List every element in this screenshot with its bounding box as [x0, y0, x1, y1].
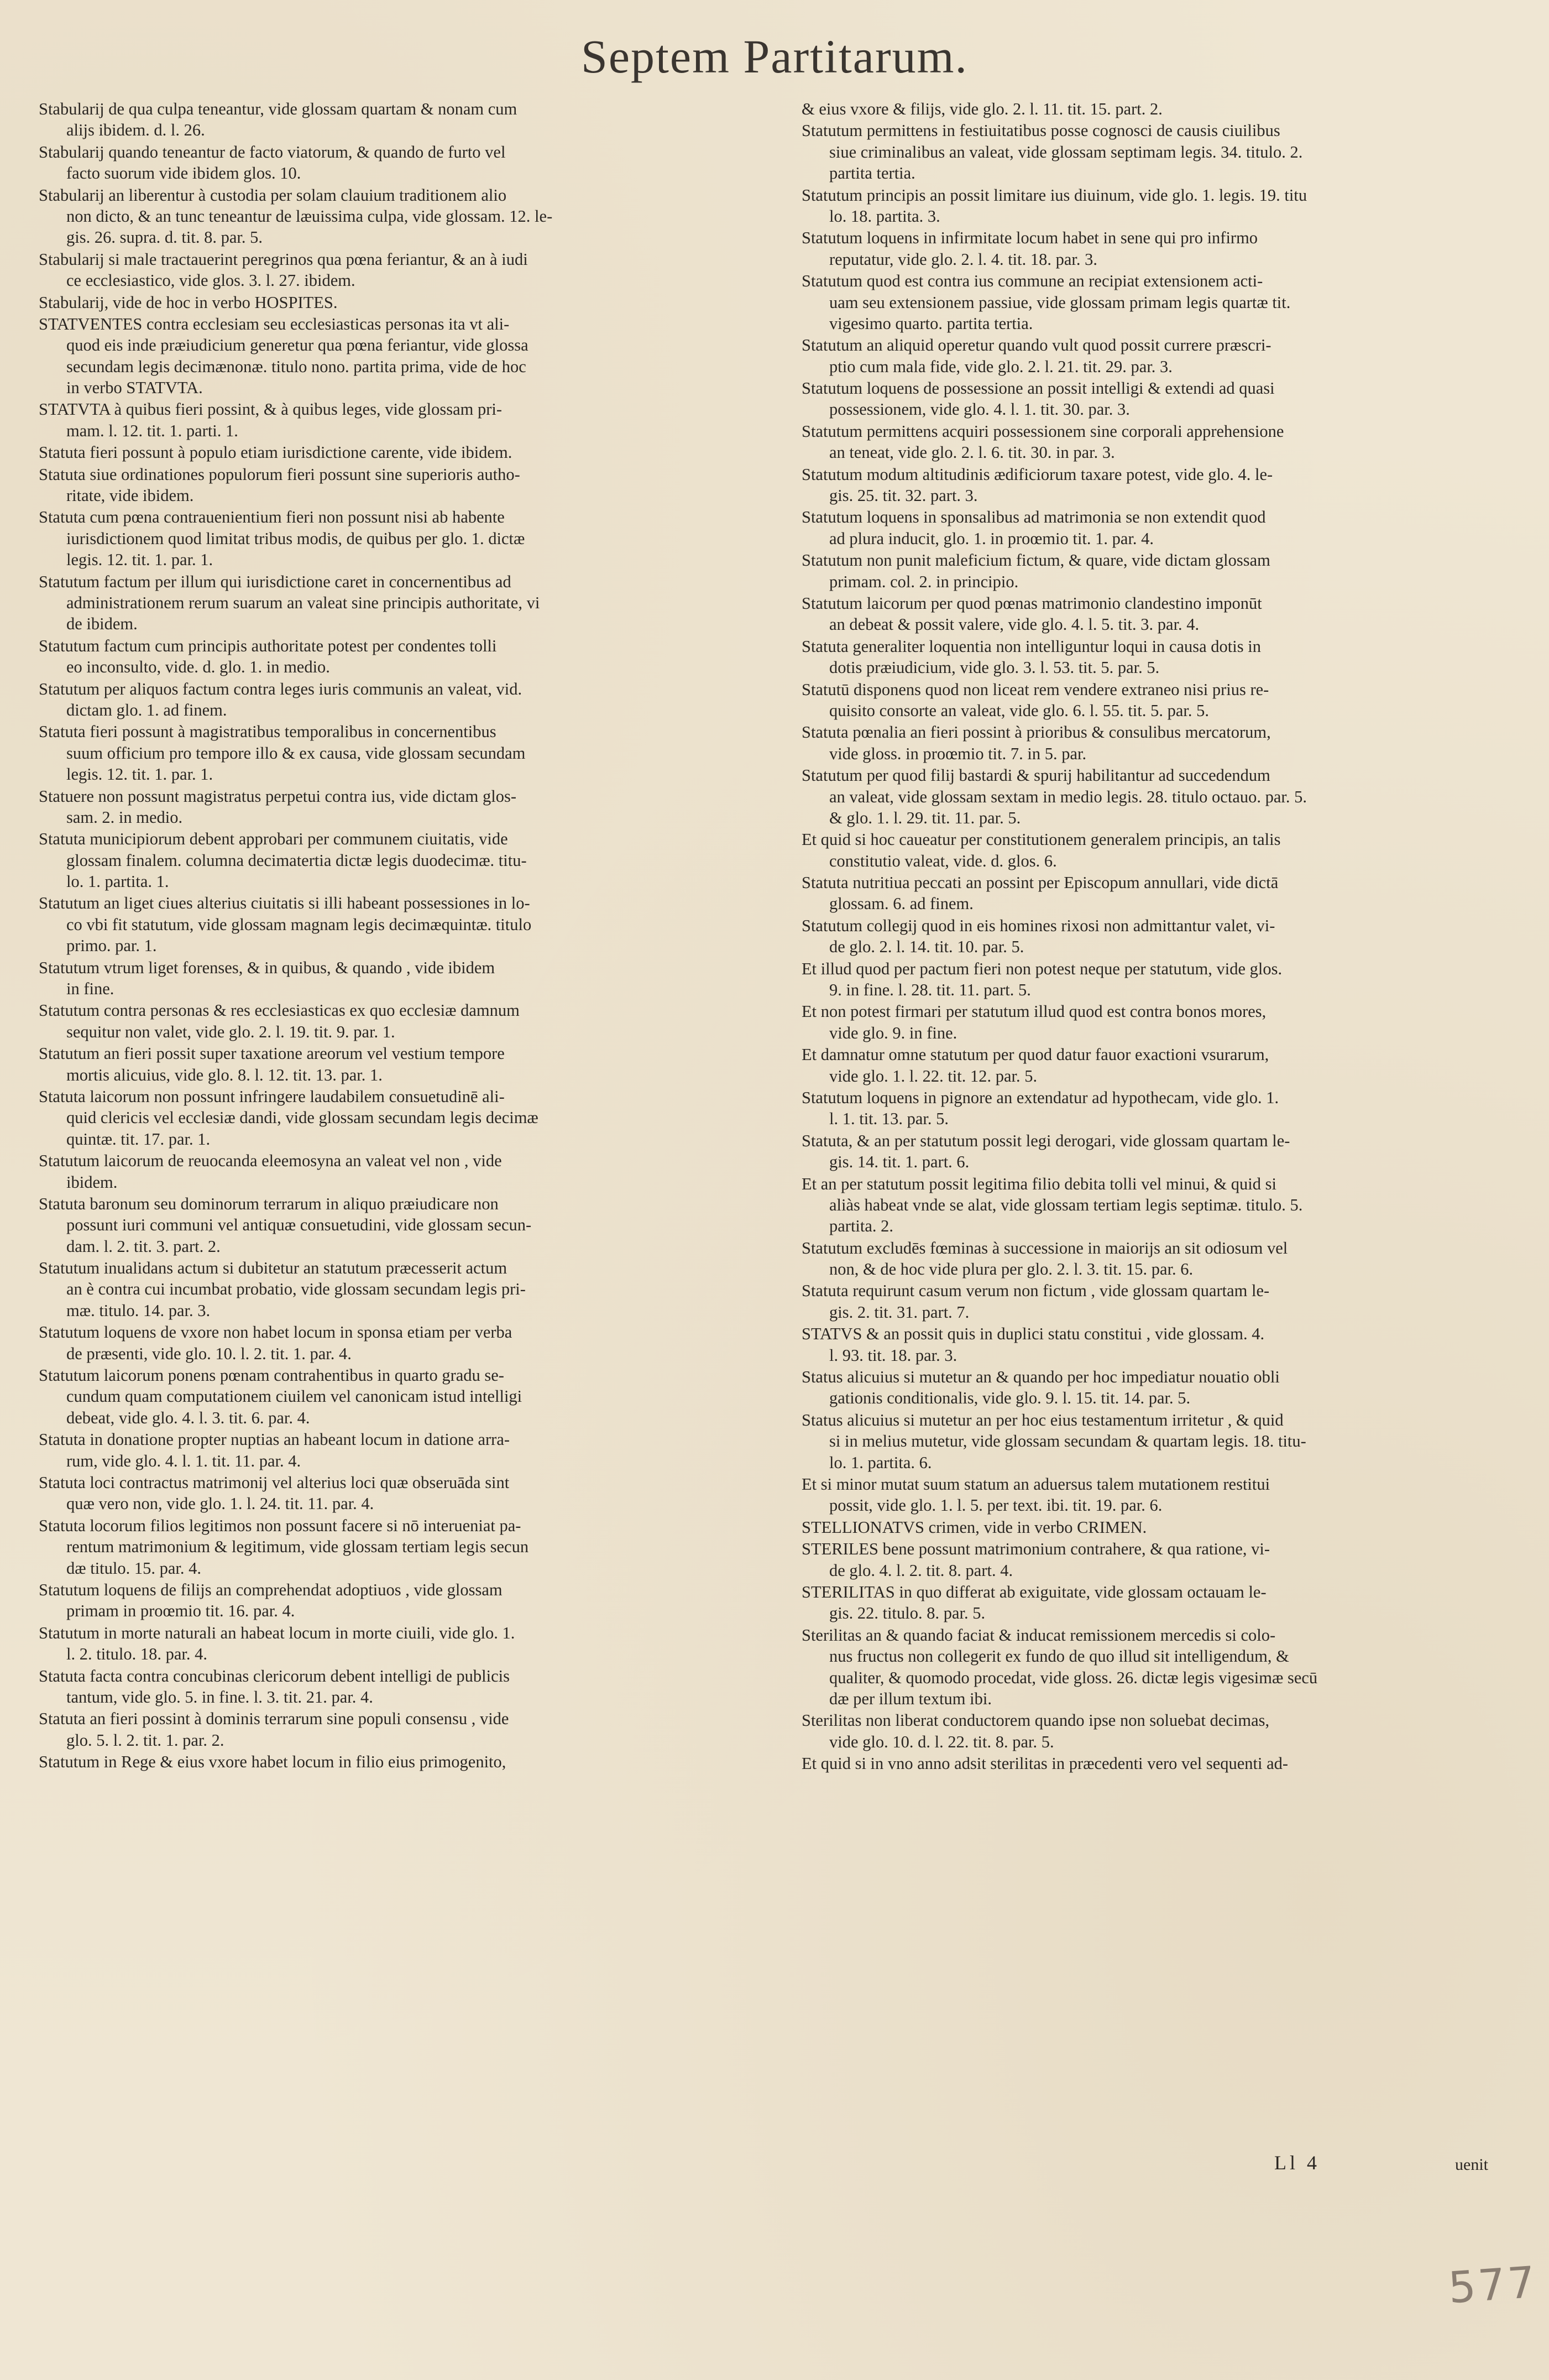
- entry-line: STATVTA à quibus fieri possint, & à quibus leges, vide glossam pri-: [39, 400, 503, 419]
- entry-line: Statutum an liget ciues alterius ciuitatis si illi habeant possessiones in lo-: [39, 894, 530, 913]
- entry-continuation-line: administrationem rerum suarum an valeat sine principis authoritate, vi: [66, 593, 540, 612]
- entry-continuation-line: de glo. 2. l. 14. tit. 10. par. 5.: [829, 937, 1024, 957]
- entry-continuation-line: iurisdictionem quod limitat tribus modis, de quibus per glo. 1. dictæ: [66, 529, 525, 548]
- entry-line: Stabularij, vide de hoc in verbo HOSPITES.: [39, 293, 338, 312]
- entry-continuation-line: gis. 25. tit. 32. part. 3.: [829, 486, 978, 505]
- entry-continuation-line: gis. 2. tit. 31. part. 7.: [829, 1302, 970, 1322]
- entry-line: & eius vxore & filijs, vide glo. 2. l. 11. tit. 15. part. 2.: [802, 100, 1163, 118]
- entry-line: Statutum contra personas & res ecclesiasticas ex quo ecclesiæ damnum: [39, 1001, 520, 1020]
- handwritten-folio-number: 577: [1447, 2257, 1539, 2314]
- entry-line: Statutum inualidans actum si dubitetur an statutum præcesserit actum: [39, 1259, 507, 1278]
- entry-line: Status alicuius si mutetur an per hoc eius testamentum irritetur , & quid: [802, 1410, 1284, 1429]
- entry-line: Statutum factum cum principis authoritate potest per condentes tolli: [39, 636, 497, 655]
- index-entry: [39, 678, 741, 721]
- entry-line: Statuta nutritiua peccati an possint per Episcopum annullari, vide dictā: [802, 873, 1279, 892]
- signature-mark: Ll 4: [1274, 2152, 1320, 2174]
- index-entry: [802, 421, 1515, 463]
- entry-continuation-line: de præsenti, vide glo. 10. l. 2. tit. 1. par. 4.: [66, 1344, 352, 1363]
- entry-continuation-line: secundam legis decimænonæ. titulo nono. partita prima, vide de hoc: [66, 357, 526, 376]
- entry-continuation-line: non, & de hoc vide plura per glo. 2. l. 3. tit. 15. par. 6.: [829, 1260, 1194, 1279]
- index-entry: [39, 98, 741, 141]
- index-entry: [39, 507, 741, 570]
- index-entry: [802, 185, 1515, 227]
- index-entry: [802, 550, 1515, 592]
- entry-continuation-line: reputatur, vide glo. 2. l. 4. tit. 18. par. 3.: [829, 249, 1098, 269]
- entry-continuation-line: de glo. 4. l. 2. tit. 8. part. 4.: [829, 1560, 1013, 1580]
- entry-line: Statutum permittens acquiri possessionem sine corporali apprehensione: [802, 421, 1284, 441]
- entry-line: Statutum principis an possit limitare ius diuinum, vide glo. 1. legis. 19. titu: [802, 185, 1307, 205]
- entry-continuation-line: co vbi fit statutum, vide glossam magnam legis decimæquintæ. titulo: [66, 915, 532, 934]
- entry-continuation-line: eo inconsulto, vide. d. glo. 1. in medio.: [66, 657, 330, 677]
- index-entry: [39, 786, 741, 828]
- entry-line: Et non potest firmari per statutum illud quod est contra bonos mores,: [802, 1002, 1267, 1021]
- entry-continuation-line: 9. in fine. l. 28. tit. 11. part. 5.: [829, 980, 1031, 1000]
- entry-line: Statuta generaliter loquentia non intelliguntur loqui in causa dotis in: [802, 636, 1261, 656]
- entry-continuation-line: lo. 1. partita. 6.: [829, 1453, 932, 1472]
- entry-continuation-line: an valeat, vide glossam sextam in medio legis. 28. titulo octauo. par. 5.: [829, 787, 1307, 806]
- entry-continuation-line: alijs ibidem. d. l. 26.: [66, 121, 205, 140]
- entry-line: Statutum vtrum liget forenses, & in quibus, & quando , vide ibidem: [39, 958, 495, 977]
- entry-continuation-line: legis. 12. tit. 1. par. 1.: [66, 765, 213, 784]
- entry-line: Statutum laicorum de reuocanda eleemosyna an valeat vel non , vide: [39, 1151, 502, 1171]
- entry-line: Statuta requirunt casum verum non fictum , vide glossam quartam le-: [802, 1281, 1270, 1301]
- index-entry: [39, 1429, 741, 1471]
- index-entry: [802, 1474, 1515, 1516]
- index-entry: [802, 464, 1515, 507]
- entry-line: Statutum in morte naturali an habeat locum in morte ciuili, vide glo. 1.: [39, 1623, 515, 1642]
- entry-line: STERILITAS in quo differat ab exiguitate, vide glossam octauam le-: [802, 1582, 1267, 1601]
- index-entry: [39, 249, 741, 291]
- index-entry: [802, 1173, 1515, 1237]
- entry-line: Statuta an fieri possint à dominis terrarum sine populi consensu , vide: [39, 1709, 509, 1729]
- index-entry: [802, 636, 1515, 678]
- entry-continuation-line: l. 2. titulo. 18. par. 4.: [66, 1645, 208, 1664]
- index-entry: [802, 1366, 1515, 1409]
- index-entry: [802, 829, 1515, 871]
- entry-line: Statuta locorum filios legitimos non possunt facere si nō interueniat pa-: [39, 1516, 521, 1535]
- entry-continuation-line: rum, vide glo. 4. l. 1. tit. 11. par. 4.: [66, 1451, 301, 1470]
- entry-continuation-line: l. 1. tit. 13. par. 5.: [829, 1109, 949, 1129]
- entry-line: Et si minor mutat suum statum an aduersus talem mutationem restitui: [802, 1475, 1270, 1494]
- entry-line: Statutum an fieri possit super taxatione areorum vel vestium tempore: [39, 1044, 505, 1063]
- index-entry: [802, 1323, 1515, 1366]
- index-entry: [39, 142, 741, 184]
- entry-line: Statutum collegij quod in eis homines rixosi non admittantur valet, vi-: [802, 916, 1275, 935]
- entry-continuation-line: glossam. 6. ad finem.: [829, 894, 974, 914]
- entry-continuation-line: partita tertia.: [829, 164, 915, 183]
- entry-line: Statutum an aliquid operetur quando vult quod possit currere præscri-: [802, 336, 1271, 355]
- entry-continuation-line: de ibidem.: [66, 614, 138, 634]
- entry-line: STATVENTES contra ecclesiam seu ecclesiasticas personas ita vt ali-: [39, 314, 510, 333]
- entry-line: Statuta municipiorum debent approbari per communem ciuitatis, vide: [39, 829, 508, 849]
- entry-continuation-line: ce ecclesiastico, vide glos. 3. l. 27. ibidem.: [66, 271, 355, 290]
- index-entry: [802, 915, 1515, 958]
- entry-continuation-line: dæ titulo. 15. par. 4.: [66, 1558, 201, 1578]
- entry-continuation-line: cundum quam computationem ciuilem vel canonicam istud intelligi: [66, 1387, 522, 1406]
- entry-continuation-line: glossam finalem. columna decimatertia dictæ legis duodecimæ. titu-: [66, 850, 527, 870]
- entry-line: Statuta facta contra concubinas clericorum debent intelligi de publicis: [39, 1666, 510, 1685]
- entry-continuation-line: dæ per illum textum ibi.: [829, 1689, 992, 1708]
- entry-line: Statutum loquens in pignore an extendatur ad hypothecam, vide glo. 1.: [802, 1088, 1279, 1107]
- catchword: uenit: [1455, 2155, 1488, 2174]
- entry-line: Statuere non possunt magistratus perpetui contra ius, vide dictam glos-: [39, 786, 516, 806]
- entry-line: Statutum factum per illum qui iurisdictione caret in concernentibus ad: [39, 572, 511, 591]
- index-entry: [802, 227, 1515, 270]
- entry-continuation-line: quid clericis vel ecclesiæ dandi, vide glossam secundam legis decimæ: [66, 1108, 538, 1128]
- entry-continuation-line: primam in proœmio tit. 16. par. 4.: [66, 1601, 295, 1621]
- entry-line: Statuta loci contractus matrimonij vel alterius loci quæ obseruāda sint: [39, 1473, 510, 1492]
- index-entry: [802, 1753, 1515, 1774]
- index-entry: [39, 1043, 741, 1085]
- index-entry: [39, 1193, 741, 1257]
- entry-line: Et damnatur omne statutum per quod datur fauor exactioni vsurarum,: [802, 1045, 1269, 1064]
- index-entry: [802, 1582, 1515, 1624]
- index-entry: [802, 1710, 1515, 1752]
- index-entry: [39, 635, 741, 678]
- entry-continuation-line: gis. 26. supra. d. tit. 8. par. 5.: [66, 228, 263, 247]
- entry-continuation-line: sequitur non valet, vide glo. 2. l. 19. tit. 9. par. 1.: [66, 1022, 395, 1041]
- left-column: [39, 98, 741, 1773]
- index-entry: [39, 1322, 741, 1364]
- index-entry: [39, 1622, 741, 1665]
- entry-continuation-line: gationis conditionalis, vide glo. 9. l. 15. tit. 14. par. 5.: [829, 1389, 1191, 1408]
- entry-line: Et quid si hoc caueatur per constitutionem generalem principis, an talis: [802, 830, 1281, 849]
- entry-line: STATVS & an possit quis in duplici statu constitui , vide glossam. 4.: [802, 1324, 1265, 1344]
- entry-continuation-line: sam. 2. in medio.: [66, 807, 183, 827]
- index-entry: [39, 1666, 741, 1708]
- entry-continuation-line: partita. 2.: [829, 1217, 894, 1236]
- entry-continuation-line: an debeat & possit valere, vide glo. 4. l. 5. tit. 3. par. 4.: [829, 615, 1200, 634]
- index-entry: [39, 185, 741, 248]
- index-entry: [39, 721, 741, 785]
- entry-line: Statutum loquens de vxore non habet locum in sponsa etiam per verba: [39, 1323, 512, 1342]
- index-entry: [802, 1238, 1515, 1280]
- entry-continuation-line: possunt iuri communi vel antiquæ consuetudini, vide glossam secun-: [66, 1215, 532, 1235]
- entry-continuation-line: vide gloss. in proœmio tit. 7. in 5. par.: [829, 744, 1087, 763]
- entry-continuation-line: mortis alicuius, vide glo. 8. l. 12. tit. 13. par. 1.: [66, 1065, 383, 1084]
- right-column: [802, 98, 1515, 1774]
- entry-continuation-line: qualiter, & quomodo procedat, vide gloss. 26. dictæ legis vigesimæ secū: [829, 1668, 1318, 1687]
- entry-line: Statutū disponens quod non liceat rem vendere extraneo nisi prius re-: [802, 680, 1269, 699]
- entry-continuation-line: quintæ. tit. 17. par. 1.: [66, 1129, 211, 1149]
- entry-continuation-line: ibidem.: [66, 1172, 118, 1192]
- index-entry: [39, 464, 741, 507]
- entry-line: Statuta cum pœna contrauenientium fieri non possunt nisi ab habente: [39, 508, 505, 527]
- entry-continuation-line: gis. 22. titulo. 8. par. 5.: [829, 1604, 986, 1623]
- entry-continuation-line: dotis præiudicium, vide glo. 3. l. 53. tit. 5. par. 5.: [829, 658, 1160, 677]
- entry-continuation-line: facto suorum vide ibidem glos. 10.: [66, 164, 301, 183]
- entry-line: Statutum permittens in festiuitatibus posse cognosci de causis ciuilibus: [802, 121, 1280, 140]
- entry-continuation-line: primo. par. 1.: [66, 936, 157, 956]
- index-entry: [802, 679, 1515, 722]
- index-entry: [802, 120, 1515, 184]
- entry-line: Statutum laicorum ponens pœnam contrahentibus in quarto gradu se-: [39, 1366, 504, 1385]
- entry-line: STERILES bene possunt matrimonium contrahere, & qua ratione, vi-: [802, 1539, 1270, 1559]
- entry-line: Statutum modum altitudinis ædificiorum taxare potest, vide glo. 4. le-: [802, 464, 1273, 484]
- entry-line: Sterilitas non liberat conductorem quando ipse non soluebat decimas,: [802, 1711, 1270, 1730]
- index-entry: [802, 872, 1515, 915]
- entry-line: Statutum loquens de possessione an possit intelligi & extendi ad quasi: [802, 379, 1275, 398]
- entry-line: Statuta baronum seu dominorum terrarum in aliquo præiudicare non: [39, 1194, 499, 1213]
- index-entry: [39, 1472, 741, 1515]
- index-entry: [39, 571, 741, 635]
- index-entry: [802, 1001, 1515, 1043]
- entry-line: Statutum non punit maleficium fictum, & quare, vide dictam glossam: [802, 551, 1270, 570]
- entry-continuation-line: primam. col. 2. in principio.: [829, 572, 1019, 591]
- entry-line: Et an per statutum possit legitima filio debita tolli vel minui, & quid si: [802, 1174, 1276, 1193]
- entry-line: Statutum loquens in infirmitate locum habet in sene qui pro infirmo: [802, 228, 1258, 248]
- entry-line: Statutum excludēs fœminas à successione in maiorijs an sit odiosum vel: [802, 1238, 1288, 1257]
- entry-continuation-line: in verbo STATVTA.: [66, 378, 203, 398]
- entry-line: Statutum laicorum per quod pœnas matrimonio clandestino imponūt: [802, 593, 1262, 613]
- entry-continuation-line: an è contra cui incumbat probatio, vide glossam secundam legis pri-: [66, 1280, 526, 1299]
- index-entry: [39, 399, 741, 441]
- entry-line: Et illud quod per pactum fieri non potest neque per statutum, vide glos.: [802, 959, 1283, 978]
- entry-continuation-line: vide glo. 10. d. l. 22. tit. 8. par. 5.: [829, 1732, 1054, 1751]
- entry-line: Stabularij si male tractauerint peregrinos qua pœna feriantur, & an à iudi: [39, 249, 528, 269]
- entry-continuation-line: siue criminalibus an valeat, vide glossam septimam legis. 34. titulo. 2.: [829, 142, 1303, 161]
- index-entry: [802, 1087, 1515, 1130]
- index-entry: [39, 442, 741, 463]
- index-entry: [802, 1130, 1515, 1173]
- index-entry: [39, 1365, 741, 1428]
- index-entry: [39, 892, 741, 956]
- index-entry: [802, 593, 1515, 635]
- index-entry: [39, 292, 741, 313]
- running-head: Septem Partitarum.: [581, 30, 968, 83]
- index-entry: [802, 1538, 1515, 1581]
- index-entry: [39, 1708, 741, 1751]
- index-entry: [802, 270, 1515, 334]
- index-entry: [39, 1150, 741, 1193]
- entry-line: Statutum loquens de filijs an comprehendat adoptiuos , vide glossam: [39, 1580, 503, 1599]
- entry-line: Statuta in donatione propter nuptias an habeant locum in datione arra-: [39, 1430, 510, 1449]
- index-entry: [802, 1410, 1515, 1473]
- index-entry: [802, 1044, 1515, 1087]
- entry-continuation-line: an teneat, vide glo. 2. l. 6. tit. 30. in par. 3.: [829, 443, 1115, 462]
- index-entry: [802, 1517, 1515, 1538]
- entry-line: Statutum per quod filij bastardi & spurij habilitantur ad succedendum: [802, 766, 1270, 785]
- index-entry: [39, 828, 741, 892]
- entry-continuation-line: dam. l. 2. tit. 3. part. 2.: [66, 1236, 221, 1256]
- entry-line: Statuta fieri possunt à populo etiam iurisdictione carente, vide ibidem.: [39, 443, 512, 462]
- entry-continuation-line: uam seu extensionem passiue, vide glossam primam legis quartæ tit.: [829, 293, 1291, 312]
- entry-line: Statutum in Rege & eius vxore habet locum in filio eius primogenito,: [39, 1752, 506, 1772]
- entry-line: Statuta laicorum non possunt infringere laudabilem consuetudinē ali-: [39, 1087, 505, 1106]
- index-entry: [802, 958, 1515, 1001]
- entry-line: Statutum quod est contra ius commune an recipiat extensionem acti-: [802, 272, 1263, 291]
- entry-continuation-line: glo. 5. l. 2. tit. 1. par. 2.: [66, 1730, 224, 1750]
- entry-continuation-line: lo. 18. partita. 3.: [829, 206, 940, 226]
- index-entry: [39, 957, 741, 1000]
- entry-line: Statuta pœnalia an fieri possint à prioribus & consulibus mercatorum,: [802, 723, 1271, 742]
- entry-continuation-line: mam. l. 12. tit. 1. parti. 1.: [66, 421, 238, 440]
- entry-continuation-line: quisito consorte an valeat, vide glo. 6. l. 55. tit. 5. par. 5.: [829, 701, 1209, 720]
- index-entry: [802, 1280, 1515, 1323]
- entry-continuation-line: debeat, vide glo. 4. l. 3. tit. 6. par. 4.: [66, 1408, 310, 1427]
- entry-continuation-line: ad plura inducit, glo. 1. in proœmio tit. 1. par. 4.: [829, 529, 1154, 548]
- index-entry: [39, 1000, 741, 1042]
- entry-continuation-line: vide glo. 9. in fine.: [829, 1023, 957, 1042]
- entry-continuation-line: suum officium pro tempore illo & ex causa, vide glossam secundam: [66, 743, 526, 763]
- entry-continuation-line: vide glo. 1. l. 22. tit. 12. par. 5.: [829, 1066, 1038, 1085]
- entry-line: Statuta fieri possunt à magistratibus temporalibus in concernentibus: [39, 722, 496, 742]
- entry-line: Statuta siue ordinationes populorum fieri possunt sine superioris autho-: [39, 464, 520, 484]
- entry-line: Statuta, & an per statutum possit legi derogari, vide glossam quartam le-: [802, 1131, 1290, 1150]
- entry-line: Stabularij an liberentur à custodia per solam clauium traditionem alio: [39, 185, 507, 205]
- entry-line: Status alicuius si mutetur an & quando per hoc impediatur nouatio obli: [802, 1368, 1280, 1387]
- entry-continuation-line: rentum matrimonium & legitimum, vide glossam tertiam legis secun: [66, 1537, 529, 1557]
- entry-continuation-line: tantum, vide glo. 5. in fine. l. 3. tit. 21. par. 4.: [66, 1687, 373, 1706]
- entry-continuation-line: vigesimo quarto. partita tertia.: [829, 314, 1033, 333]
- entry-continuation-line: in fine.: [66, 979, 114, 999]
- index-entry: [802, 722, 1515, 764]
- index-entry: [802, 765, 1515, 828]
- entry-continuation-line: nus fructus non collegerit ex fundo de quo illud sit intelligendum, &: [829, 1647, 1289, 1666]
- index-entry: [802, 335, 1515, 377]
- entry-continuation-line: non dicto, & an tunc teneantur de læuissima culpa, vide glossam. 12. le-: [66, 206, 553, 226]
- index-entry: [39, 314, 741, 399]
- index-entry: [39, 1257, 741, 1321]
- entry-continuation-line: gis. 14. tit. 1. part. 6.: [829, 1152, 970, 1172]
- entry-continuation-line: ptio cum mala fide, vide glo. 2. l. 21. tit. 29. par. 3.: [829, 357, 1173, 376]
- entry-continuation-line: legis. 12. tit. 1. par. 1.: [66, 550, 213, 570]
- entry-line: Statutum per aliquos factum contra leges iuris communis an valeat, vid.: [39, 679, 522, 698]
- entry-continuation-line: lo. 1. partita. 1.: [66, 872, 169, 891]
- entry-line: Sterilitas an & quando faciat & inducat remissionem mercedis si colo-: [802, 1625, 1276, 1645]
- entry-continuation-line: si in melius mutetur, vide glossam secundam & quartam legis. 18. titu-: [829, 1432, 1306, 1451]
- entry-continuation-line: mæ. titulo. 14. par. 3.: [66, 1301, 211, 1320]
- entry-continuation-line: dictam glo. 1. ad finem.: [66, 700, 227, 719]
- index-entry: [39, 1751, 741, 1772]
- entry-line: Statutum loquens in sponsalibus ad matrimonia se non extendit quod: [802, 508, 1266, 527]
- entry-continuation-line: constitutio valeat, vide. d. glos. 6.: [829, 851, 1057, 870]
- entry-continuation-line: quæ vero non, vide glo. 1. l. 24. tit. 11. par. 4.: [66, 1494, 374, 1513]
- entry-continuation-line: ritate, vide ibidem.: [66, 486, 194, 505]
- index-entry: [802, 378, 1515, 420]
- index-entry: [802, 507, 1515, 549]
- entry-line: Et quid si in vno anno adsit sterilitas in præcedenti vero vel sequenti ad-: [802, 1754, 1289, 1773]
- entry-continuation-line: aliàs habeat vnde se alat, vide glossam tertiam legis septimæ. titulo. 5.: [829, 1195, 1303, 1214]
- entry-continuation-line: possessionem, vide glo. 4. l. 1. tit. 30. par. 3.: [829, 400, 1130, 419]
- entry-continuation-line: possit, vide glo. 1. l. 5. per text. ibi. tit. 19. par. 6.: [829, 1496, 1163, 1515]
- index-entry: [802, 1625, 1515, 1710]
- entry-continuation-line: l. 93. tit. 18. par. 3.: [829, 1345, 957, 1365]
- index-entry: [39, 1515, 741, 1579]
- entry-line: Stabularij de qua culpa teneantur, vide glossam quartam & nonam cum: [39, 100, 517, 118]
- entry-continuation-line: quod eis inde præiudicium generetur qua pœna feriantur, vide glossa: [66, 336, 528, 355]
- entry-continuation-line: & glo. 1. l. 29. tit. 11. par. 5.: [829, 808, 1021, 827]
- index-entry: [39, 1086, 741, 1150]
- entry-line: STELLIONATVS crimen, vide in verbo CRIMEN.: [802, 1517, 1147, 1537]
- index-entry: [802, 98, 1515, 119]
- index-entry: [39, 1579, 741, 1622]
- entry-line: Stabularij quando teneantur de facto viatorum, & quando de furto vel: [39, 142, 506, 161]
